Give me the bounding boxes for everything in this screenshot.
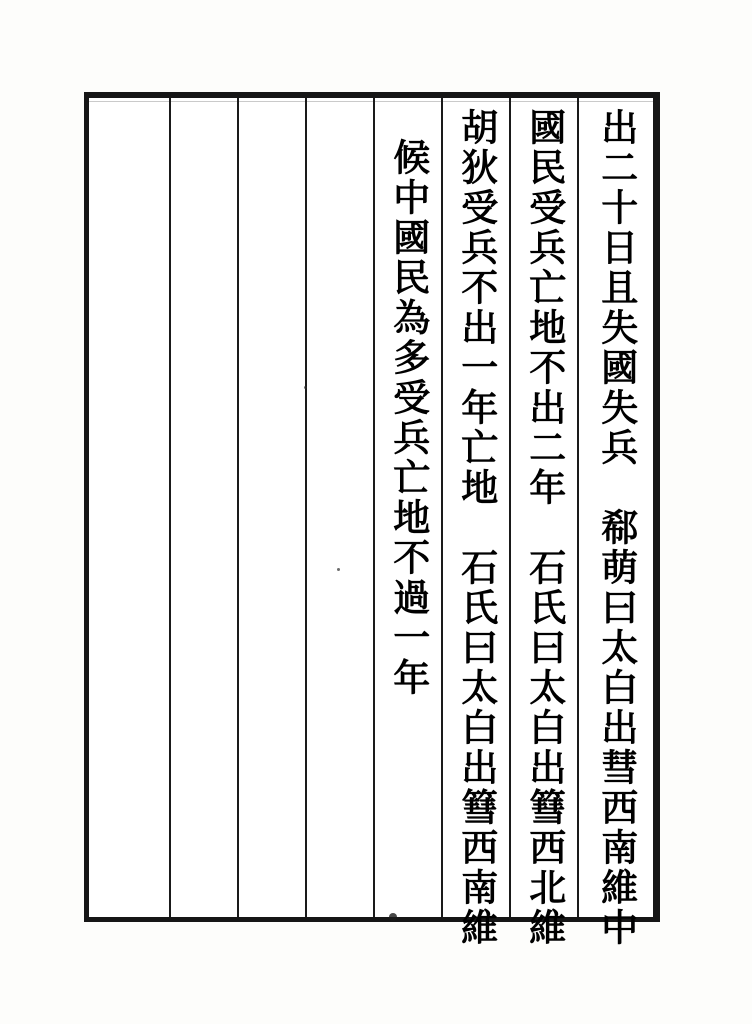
text-column-1 xyxy=(577,98,653,948)
text-column-8 xyxy=(89,98,169,917)
text-column-5 xyxy=(305,98,373,917)
column-text: 國民受兵亡地不出二年 石氏曰太白出篲西北維 xyxy=(522,108,567,948)
text-column-2 xyxy=(509,98,577,948)
column-grid xyxy=(89,98,653,948)
column-text: 候中國民為多受兵亡地不過一年 xyxy=(386,138,431,698)
ink-speck xyxy=(304,386,307,389)
column-text: 出二十日且失國失兵 郗萌曰太白出彗西南維中 xyxy=(594,108,639,948)
text-column-6 xyxy=(237,98,305,917)
ink-blot xyxy=(389,913,397,921)
text-column-3 xyxy=(441,98,509,948)
text-column-4 xyxy=(373,98,441,917)
text-column-7 xyxy=(169,98,237,917)
column-text: 胡狄受兵不出一年亡地 石氏曰太白出篲西南維 xyxy=(454,108,499,948)
ink-speck xyxy=(337,568,340,571)
text-frame xyxy=(84,92,660,948)
